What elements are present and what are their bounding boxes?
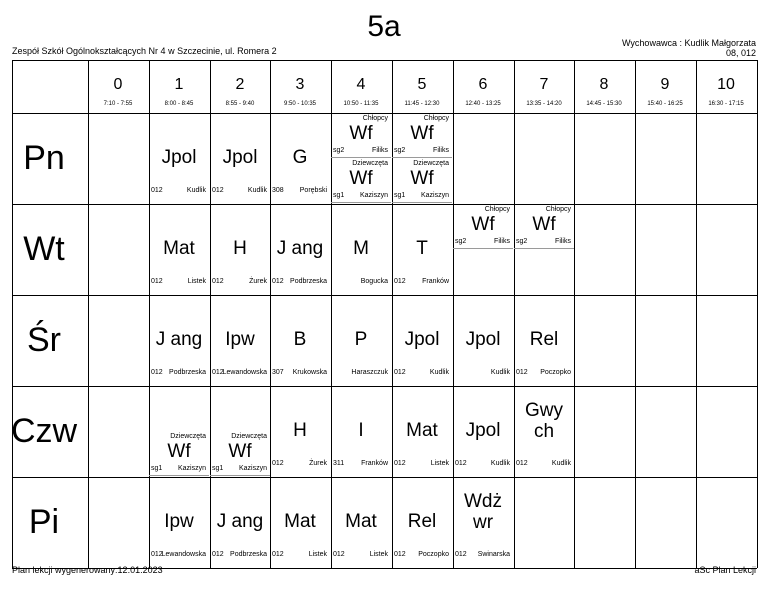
lesson-teacher: Lewandowska: [222, 369, 267, 376]
lesson-room: 012: [394, 369, 406, 376]
lesson-subject: J ang: [155, 329, 203, 350]
school-name: Zespół Szkół Ogólnokształcących Nr 4 w Szczecinie, ul. Romera 2: [12, 46, 277, 56]
lesson-group: Dziewczęta: [413, 160, 449, 167]
lesson-teacher: Podbrzeska: [290, 278, 327, 285]
lesson-teacher: Porębski: [299, 187, 327, 194]
period-time: 10:50 - 11:35: [343, 101, 379, 107]
group-divider: [453, 248, 513, 249]
lesson-teacher: Listek: [308, 551, 327, 558]
lesson-teacher: Kudlik: [551, 460, 571, 467]
lesson-teacher: Kudlik: [490, 369, 510, 376]
lesson-teacher: Listek: [369, 551, 388, 558]
lesson-subject: I: [358, 420, 364, 441]
grid-line: [12, 386, 757, 387]
period-number: 2: [235, 76, 245, 93]
period-number: 7: [539, 76, 549, 93]
lesson-subject: Wf: [410, 168, 434, 189]
lesson-room: 012: [394, 278, 406, 285]
lesson-teacher: Kudlik: [429, 369, 449, 376]
lesson-room: sg1: [151, 465, 163, 472]
grid-line: [270, 60, 271, 568]
lesson-teacher: Żurek: [309, 460, 327, 467]
lesson-room: 012: [516, 460, 528, 467]
lesson-subject: Wf: [167, 441, 191, 462]
lesson-room: sg1: [333, 192, 345, 199]
lesson-room: sg2: [516, 238, 528, 245]
generated-date: Plan lekcji wygenerowany:12.01.2023: [12, 565, 163, 575]
grid-line: [12, 204, 757, 205]
lesson-teacher: Żurek: [249, 278, 267, 285]
lesson-teacher: Kaziszyn: [238, 465, 267, 472]
lesson-subject: Mat: [345, 511, 377, 532]
grid-line: [635, 60, 636, 568]
lesson-teacher: Filiks: [494, 238, 510, 245]
homeroom-rooms: 08, 012: [725, 48, 756, 58]
lesson-subject: Jpol: [222, 147, 258, 168]
lesson-room: 012: [272, 551, 284, 558]
lesson-subject: J ang: [216, 511, 264, 532]
lesson-teacher: Kudlik: [247, 187, 267, 194]
period-time: 8:00 - 8:45: [164, 101, 194, 107]
lesson-room: 012: [212, 278, 224, 285]
lesson-room: 012: [151, 278, 163, 285]
period-number: 9: [660, 76, 670, 93]
grid-line: [12, 477, 757, 478]
lesson-room: 012: [455, 460, 467, 467]
period-time: 8:55 - 9:40: [225, 101, 255, 107]
lesson-subject: H: [233, 238, 247, 259]
lesson-teacher: Kudlik: [490, 460, 510, 467]
grid-line: [514, 60, 515, 568]
lesson-teacher: Filiks: [433, 147, 449, 154]
lesson-teacher: Kaziszyn: [359, 192, 388, 199]
lesson-room: 307: [272, 369, 284, 376]
period-number: 0: [113, 76, 123, 93]
day-label: Wt: [23, 230, 65, 268]
lesson-teacher: Bogucka: [360, 278, 388, 285]
lesson-teacher: Kaziszyn: [177, 465, 206, 472]
lesson-subject: Jpol: [465, 329, 501, 350]
day-label: Pn: [23, 139, 65, 177]
lesson-group: Chłopcy: [484, 206, 510, 213]
lesson-subject: T: [416, 238, 428, 259]
grid-line: [757, 60, 758, 568]
group-divider: [392, 157, 452, 158]
group-divider: [149, 475, 209, 476]
lesson-room: sg2: [455, 238, 467, 245]
lesson-room: 012: [455, 551, 467, 558]
lesson-subject: Rel: [529, 329, 559, 350]
lesson-teacher: Poczopko: [540, 369, 571, 376]
lesson-room: 012: [151, 187, 163, 194]
period-time: 16:30 - 17:15: [708, 101, 744, 107]
lesson-room: sg2: [333, 147, 345, 154]
class-title: 5a: [367, 10, 401, 43]
lesson-subject: Ipw: [164, 511, 194, 532]
lesson-group: Chłopcy: [545, 206, 571, 213]
lesson-group: Dziewczęta: [352, 160, 388, 167]
lesson-group: Chłopcy: [362, 115, 388, 122]
lesson-subject: Rel: [407, 511, 437, 532]
lesson-teacher: Swinarska: [477, 551, 510, 558]
lesson-teacher: Poczopko: [418, 551, 449, 558]
lesson-subject: Wdż wr: [464, 491, 502, 533]
lesson-room: 012: [212, 551, 224, 558]
lesson-teacher: Listek: [430, 460, 449, 467]
lesson-subject: M: [353, 238, 369, 259]
period-time: 15:40 - 16:25: [647, 101, 683, 107]
lesson-room: 012: [151, 369, 163, 376]
period-number: 4: [356, 76, 366, 93]
lesson-subject: Jpol: [404, 329, 440, 350]
period-number: 1: [174, 76, 184, 93]
group-divider: [514, 248, 574, 249]
period-time: 13:35 - 14:20: [526, 101, 562, 107]
period-number: 10: [717, 76, 735, 93]
lesson-teacher: Filiks: [372, 147, 388, 154]
period-time: 14:45 - 15:30: [586, 101, 622, 107]
lesson-room: 308: [272, 187, 284, 194]
lesson-subject: Ipw: [225, 329, 255, 350]
homeroom-teacher: Wychowawca : Kudlik Małgorzata: [622, 38, 756, 48]
lesson-room: 012: [272, 460, 284, 467]
lesson-subject: G: [292, 147, 308, 168]
lesson-teacher: Franków: [361, 460, 388, 467]
lesson-room: 012: [151, 551, 163, 558]
grid-line: [12, 60, 757, 61]
lesson-subject: Wf: [410, 123, 434, 144]
lesson-subject: Wf: [349, 123, 373, 144]
group-divider: [210, 475, 270, 476]
lesson-room: 012: [394, 551, 406, 558]
period-time: 7:10 - 7:55: [103, 101, 133, 107]
lesson-room: 012: [394, 460, 406, 467]
lesson-subject: Mat: [284, 511, 316, 532]
lesson-subject: H: [293, 420, 307, 441]
grid-line: [12, 60, 13, 568]
lesson-teacher: Podbrzeska: [230, 551, 267, 558]
lesson-teacher: Filiks: [555, 238, 571, 245]
lesson-room: 012: [212, 369, 224, 376]
lesson-room: sg1: [212, 465, 224, 472]
grid-line: [12, 295, 757, 296]
lesson-teacher: Franków: [422, 278, 449, 285]
lesson-room: 012: [212, 187, 224, 194]
group-divider: [331, 202, 391, 203]
period-time: 9:50 - 10:35: [283, 101, 317, 107]
lesson-teacher: Lewandowska: [161, 551, 206, 558]
day-label: Pi: [28, 503, 60, 541]
group-divider: [392, 202, 452, 203]
period-number: 5: [417, 76, 427, 93]
grid-line: [574, 60, 575, 568]
lesson-teacher: Haraszczuk: [351, 369, 388, 376]
lesson-subject: J ang: [276, 238, 324, 259]
lesson-subject: Gwych: [525, 400, 563, 442]
lesson-teacher: Kudlik: [186, 187, 206, 194]
grid-line: [149, 60, 150, 568]
generator-credit: aSc Plan Lekcji: [694, 565, 756, 575]
lesson-teacher: Krukowska: [292, 369, 327, 376]
lesson-subject: Wf: [471, 214, 495, 235]
lesson-subject: Mat: [163, 238, 195, 259]
lesson-room: sg2: [394, 147, 406, 154]
grid-line: [12, 113, 757, 114]
lesson-subject: Mat: [406, 420, 438, 441]
lesson-room: 012: [516, 369, 528, 376]
lesson-room: 012: [272, 278, 284, 285]
grid-line: [696, 60, 697, 568]
grid-line: [210, 60, 211, 568]
lesson-group: Dziewczęta: [170, 433, 206, 440]
lesson-teacher: Kaziszyn: [420, 192, 449, 199]
period-number: 6: [478, 76, 488, 93]
lesson-room: 012: [333, 551, 345, 558]
lesson-subject: Jpol: [465, 420, 501, 441]
lesson-room: 311: [333, 460, 345, 467]
lesson-subject: Wf: [532, 214, 556, 235]
day-label: Czw: [10, 412, 78, 450]
lesson-teacher: Listek: [187, 278, 206, 285]
grid-line: [88, 60, 89, 568]
lesson-subject: B: [293, 329, 307, 350]
lesson-subject: P: [354, 329, 368, 350]
lesson-teacher: Podbrzeska: [169, 369, 206, 376]
lesson-group: Chłopcy: [423, 115, 449, 122]
lesson-group: Dziewczęta: [231, 433, 267, 440]
period-time: 12:40 - 13:25: [465, 101, 501, 107]
lesson-subject: Wf: [228, 441, 252, 462]
lesson-subject: Jpol: [161, 147, 197, 168]
lesson-subject: Wf: [349, 168, 373, 189]
lesson-room: sg1: [394, 192, 406, 199]
group-divider: [331, 157, 391, 158]
period-number: 3: [295, 76, 305, 93]
period-number: 8: [599, 76, 609, 93]
day-label: Śr: [27, 321, 61, 359]
period-time: 11:45 - 12:30: [404, 101, 440, 107]
